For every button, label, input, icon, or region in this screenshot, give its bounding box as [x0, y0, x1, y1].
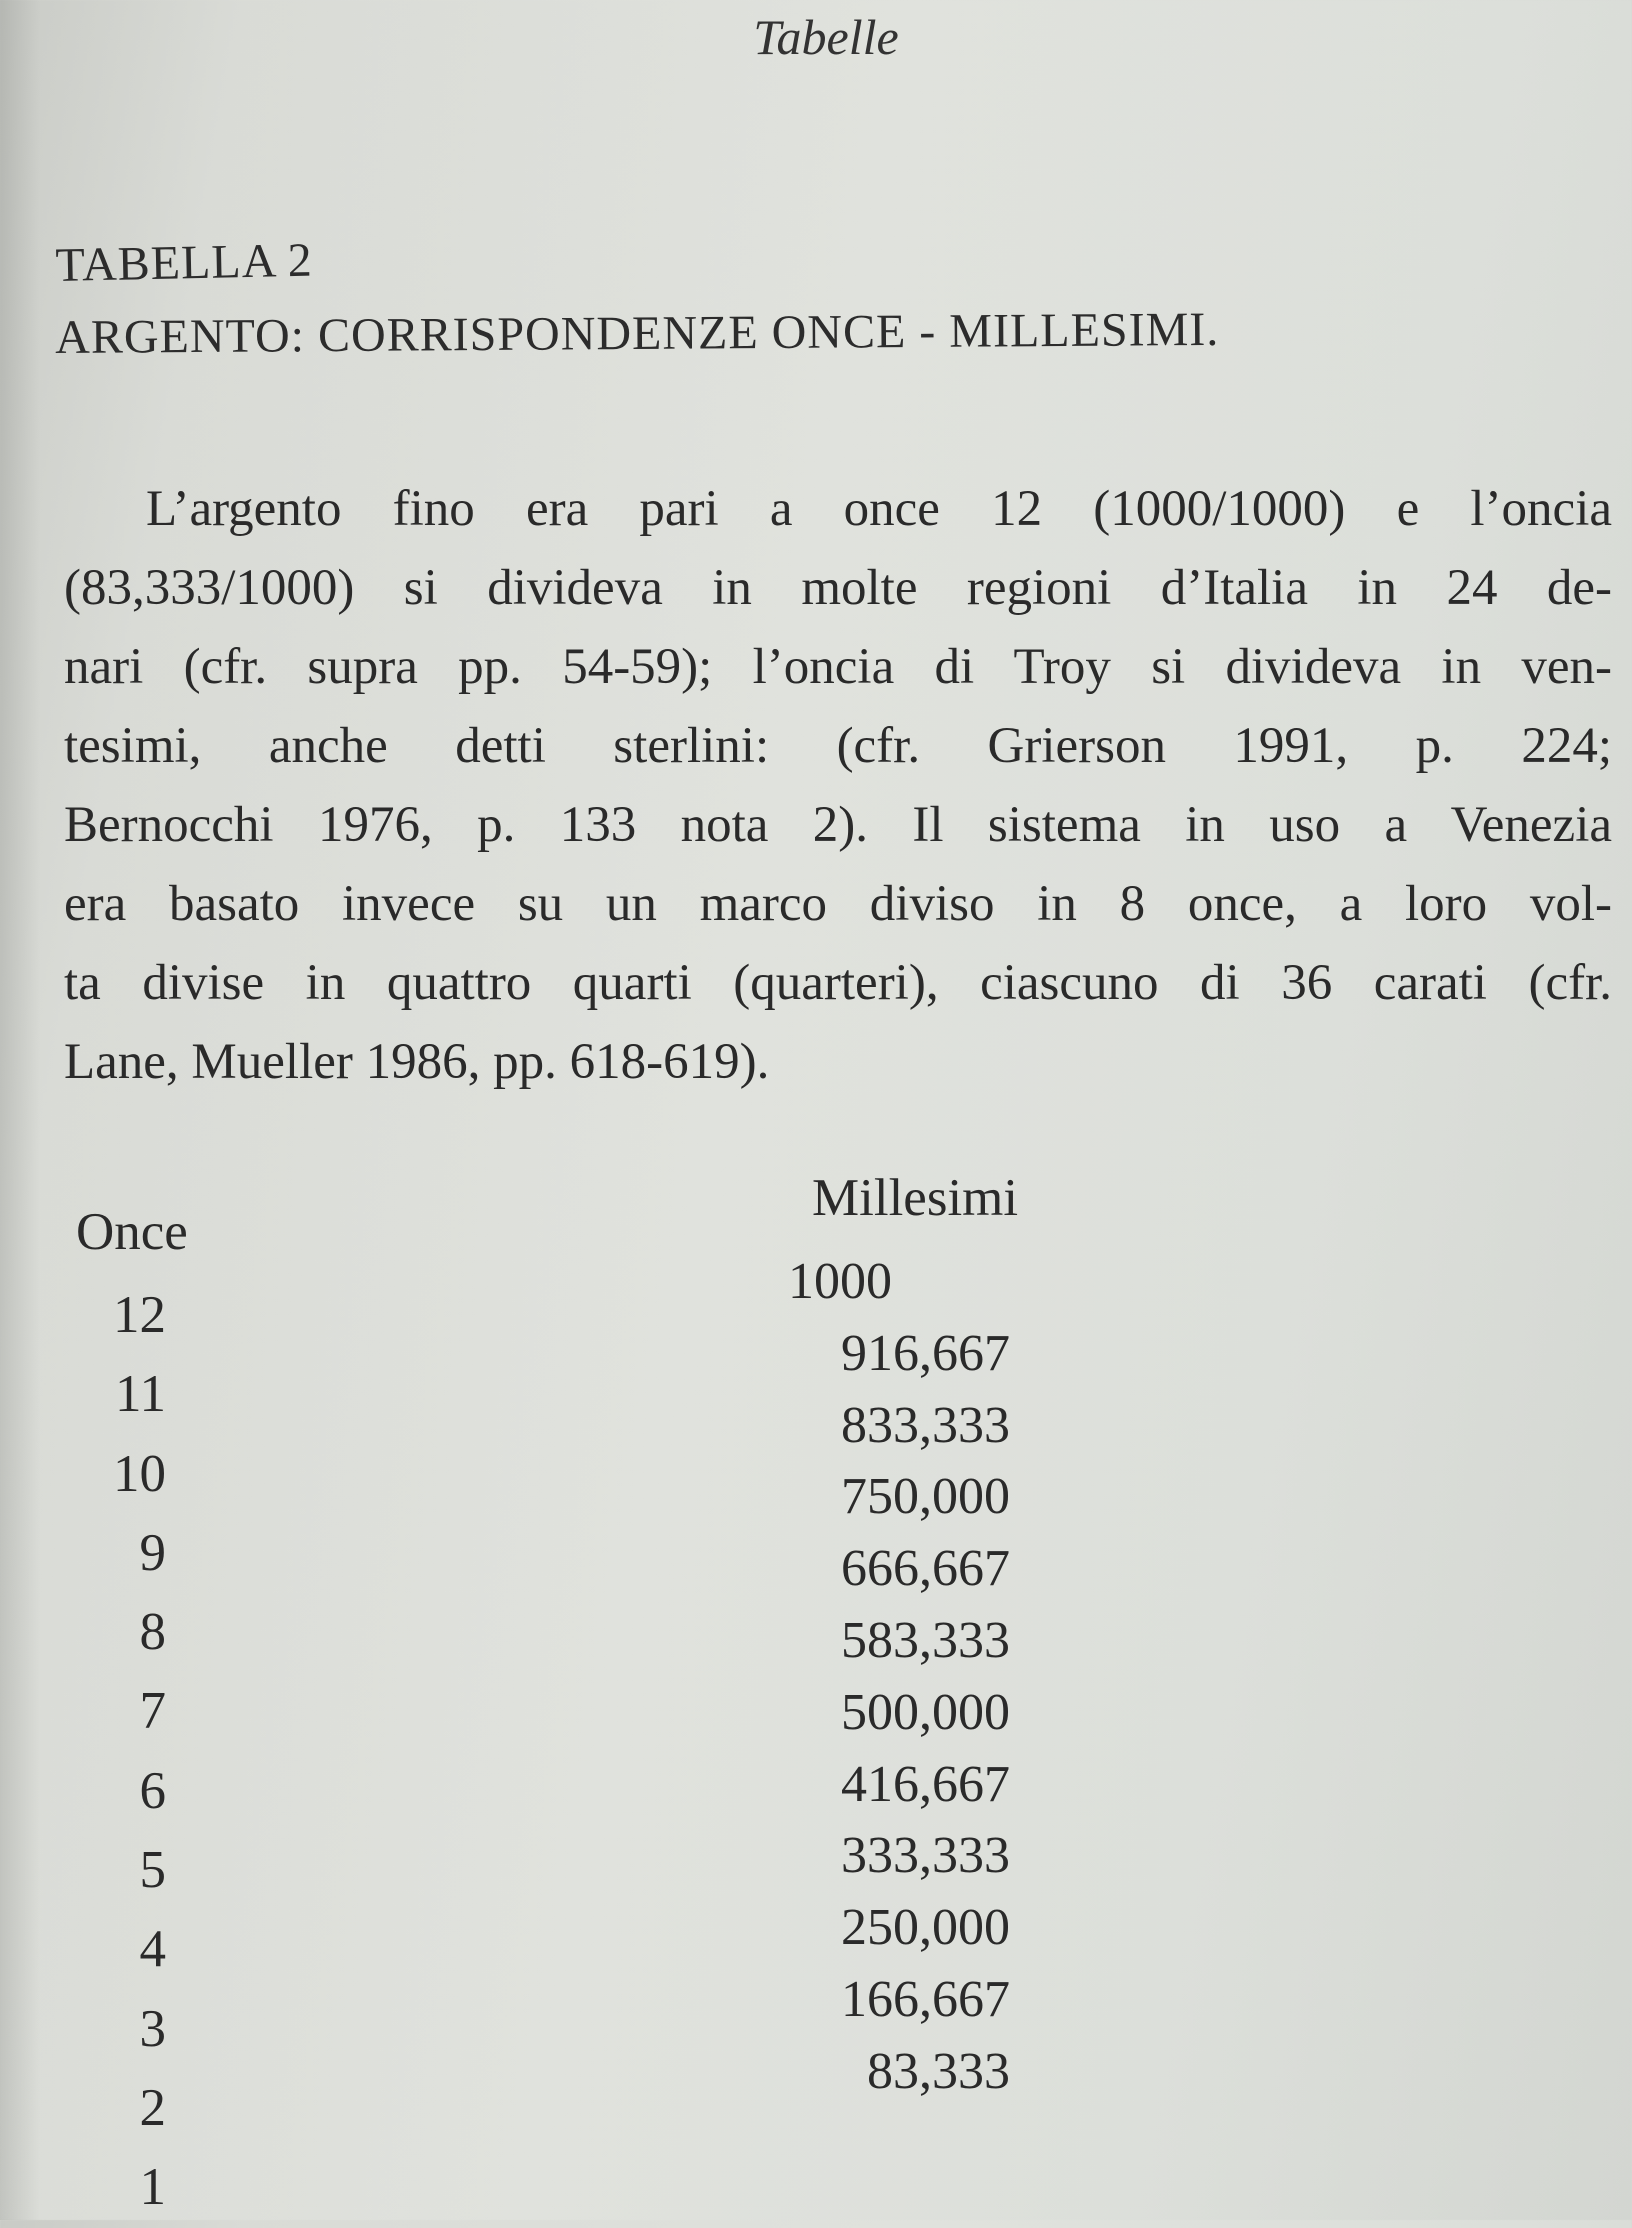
- once-value: 3: [139, 1999, 166, 2058]
- millesimi-value: 833,333: [841, 1396, 1010, 1454]
- intro-paragraph: [64, 470, 1612, 1102]
- once-value: 1: [139, 2158, 166, 2217]
- millesimi-value: 666,667: [841, 1540, 1010, 1598]
- millesimi-value: 1000: [788, 1253, 892, 1310]
- millesimi-value: 83,333: [867, 2042, 1010, 2100]
- paragraph-line: (83,333/1000) si divideva in molte regioni d’Italia in 24 de-: [64, 560, 1612, 616]
- once-value: 5: [139, 1841, 166, 1900]
- paragraph-line: Lane, Mueller 1986, pp. 618-619).: [64, 1034, 770, 1090]
- paragraph-line: Bernocchi 1976, p. 133 nota 2). Il sistema in uso a Venezia: [64, 797, 1612, 853]
- once-column: [76, 1276, 166, 2228]
- once-value: 8: [139, 1603, 166, 1662]
- millesimi-value: 500,000: [841, 1683, 1010, 1741]
- once-value: 12: [113, 1286, 166, 1344]
- once-value: 2: [139, 2078, 166, 2137]
- once-value: 6: [139, 1761, 166, 1820]
- millesimi-value: 583,333: [841, 1611, 1010, 1669]
- millesimi-value: 333,333: [841, 1827, 1010, 1885]
- once-value: 7: [139, 1682, 166, 1741]
- once-value: 9: [139, 1523, 166, 1582]
- table-label: TABELLA 2: [55, 233, 314, 292]
- paragraph-line: ta divise in quattro quarti (quarteri), ciascuno di 36 carati (cfr.: [64, 955, 1612, 1011]
- page-shadow: [0, 0, 40, 2220]
- millesimi-column-header: Millesimi: [812, 1169, 1019, 1227]
- millesimi-value: 166,667: [841, 1970, 1010, 2028]
- once-value: 11: [114, 1365, 166, 1424]
- once-value: 10: [113, 1444, 166, 1503]
- paragraph-line: tesimi, anche detti sterlini: (cfr. Grierson 1991, p. 224;: [64, 718, 1612, 774]
- paragraph-line: era basato invece su un marco diviso in 8 once, a loro vol-: [64, 876, 1612, 932]
- paragraph-line: nari (cfr. supra pp. 54-59); l’oncia di Troy si divideva in ven-: [64, 639, 1612, 695]
- paragraph-line: L’argento fino era pari a once 12 (1000/1000) e l’oncia: [146, 481, 1612, 537]
- once-column-header: Once: [76, 1203, 188, 1261]
- once-value: 4: [139, 1920, 166, 1979]
- millesimi-value: 916,667: [841, 1324, 1010, 1382]
- millesimi-value: 416,667: [841, 1755, 1010, 1813]
- millesimi-value: 250,000: [841, 1899, 1010, 1957]
- running-head: Tabelle: [753, 9, 899, 65]
- table-title: ARGENTO: CORRISPONDENZE ONCE - MILLESIMI.: [55, 302, 1220, 364]
- millesimi-column: [760, 1246, 1010, 2108]
- millesimi-value: 750,000: [841, 1468, 1010, 1526]
